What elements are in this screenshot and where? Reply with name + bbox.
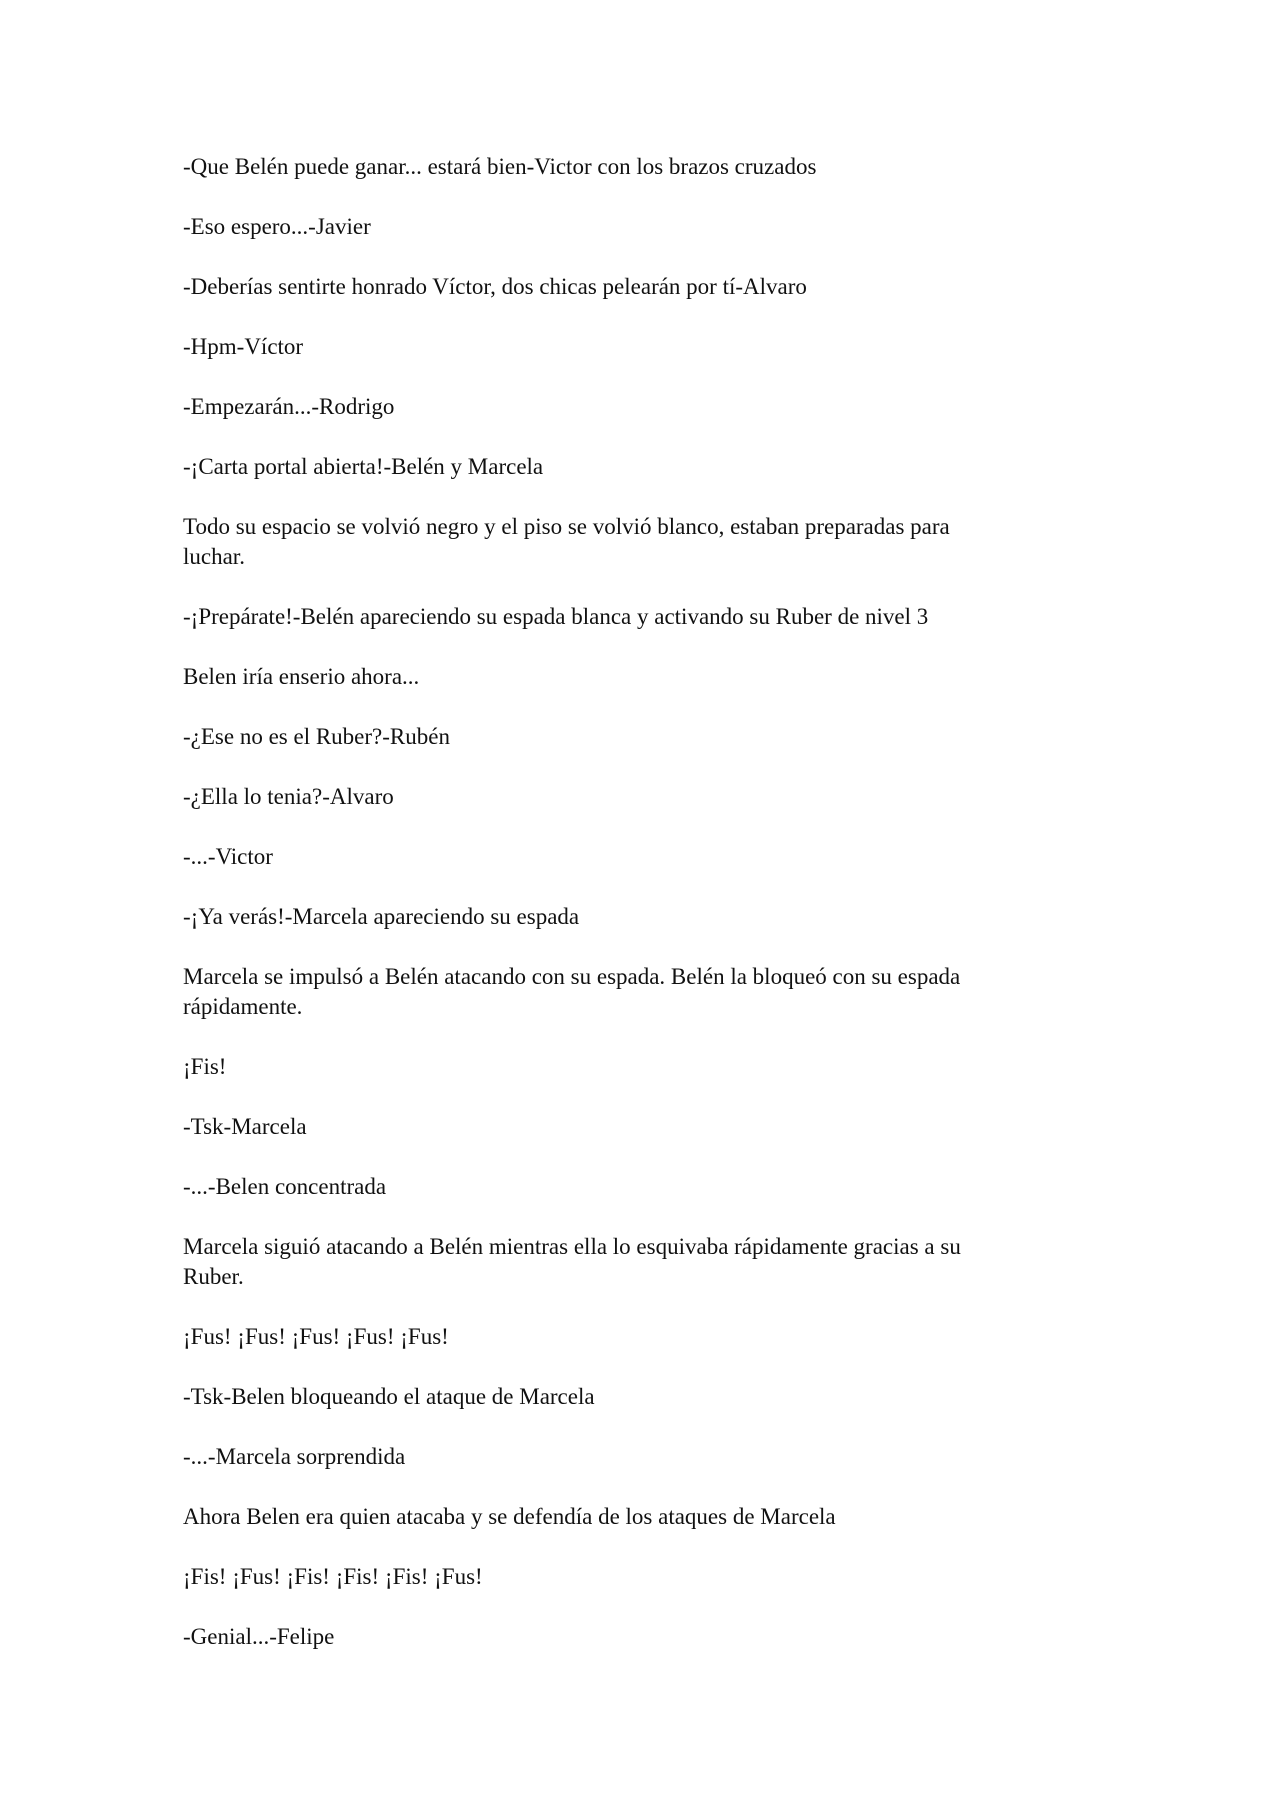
text-line: Ahora Belen era quien atacaba y se defendía de los ataques de Marcela xyxy=(183,1504,836,1529)
paragraph xyxy=(183,512,1083,572)
text-line: -¿Ese no es el Ruber?-Rubén xyxy=(183,724,450,749)
paragraph xyxy=(183,392,1083,422)
text-line: ¡Fus! ¡Fus! ¡Fus! ¡Fus! ¡Fus! xyxy=(183,1324,449,1349)
text-line: -Genial...-Felipe xyxy=(183,1624,335,1649)
text-line: ¡Fis! xyxy=(183,1054,227,1079)
text-line: Marcela se impulsó a Belén atacando con su espada. Belén la bloqueó con su espada xyxy=(183,964,961,989)
paragraph xyxy=(183,1112,1083,1142)
paragraph xyxy=(183,782,1083,812)
paragraph xyxy=(183,962,1083,1022)
text-line: -Eso espero...-Javier xyxy=(183,214,371,239)
text-line: -Empezarán...-Rodrigo xyxy=(183,394,395,419)
text-line: -...-Marcela sorprendida xyxy=(183,1444,406,1469)
paragraph xyxy=(183,842,1083,872)
paragraph xyxy=(183,1232,1083,1292)
paragraph xyxy=(183,452,1083,482)
text-line: -Que Belén puede ganar... estará bien-Victor con los brazos cruzados xyxy=(183,154,817,179)
paragraph xyxy=(183,1172,1083,1202)
text-line: -...-Victor xyxy=(183,844,273,869)
text-line: -¿Ella lo tenia?-Alvaro xyxy=(183,784,394,809)
paragraph xyxy=(183,332,1083,362)
paragraph xyxy=(183,902,1083,932)
paragraph xyxy=(183,662,1083,692)
paragraph xyxy=(183,722,1083,752)
paragraph xyxy=(183,602,1083,632)
text-line: -Tsk-Belen bloqueando el ataque de Marcela xyxy=(183,1384,595,1409)
text-line: Ruber. xyxy=(183,1264,244,1289)
text-line: -Tsk-Marcela xyxy=(183,1114,307,1139)
text-line: rápidamente. xyxy=(183,994,303,1019)
text-line: -...-Belen concentrada xyxy=(183,1174,387,1199)
text-line: ¡Fis! ¡Fus! ¡Fis! ¡Fis! ¡Fis! ¡Fus! xyxy=(183,1564,483,1589)
text-line: -Deberías sentirte honrado Víctor, dos chicas pelearán por tí-Alvaro xyxy=(183,274,807,299)
paragraph xyxy=(183,1502,1083,1532)
text-line: Todo su espacio se volvió negro y el piso se volvió blanco, estaban preparadas para xyxy=(183,514,950,539)
paragraph xyxy=(183,152,1083,182)
paragraph xyxy=(183,1052,1083,1082)
paragraph xyxy=(183,212,1083,242)
document-page xyxy=(183,152,1083,1682)
paragraph xyxy=(183,1442,1083,1472)
paragraph xyxy=(183,1382,1083,1412)
text-line: Belen iría enserio ahora... xyxy=(183,664,420,689)
paragraph xyxy=(183,1622,1083,1652)
text-line: Marcela siguió atacando a Belén mientras ella lo esquivaba rápidamente gracias a su xyxy=(183,1234,961,1259)
text-line: -¡Ya verás!-Marcela apareciendo su espada xyxy=(183,904,580,929)
paragraph xyxy=(183,272,1083,302)
text-line: -¡Prepárate!-Belén apareciendo su espada blanca y activando su Ruber de nivel 3 xyxy=(183,604,929,629)
text-line: -Hpm-Víctor xyxy=(183,334,304,359)
paragraph xyxy=(183,1562,1083,1592)
text-line: luchar. xyxy=(183,544,245,569)
text-line: -¡Carta portal abierta!-Belén y Marcela xyxy=(183,454,544,479)
paragraph xyxy=(183,1322,1083,1352)
